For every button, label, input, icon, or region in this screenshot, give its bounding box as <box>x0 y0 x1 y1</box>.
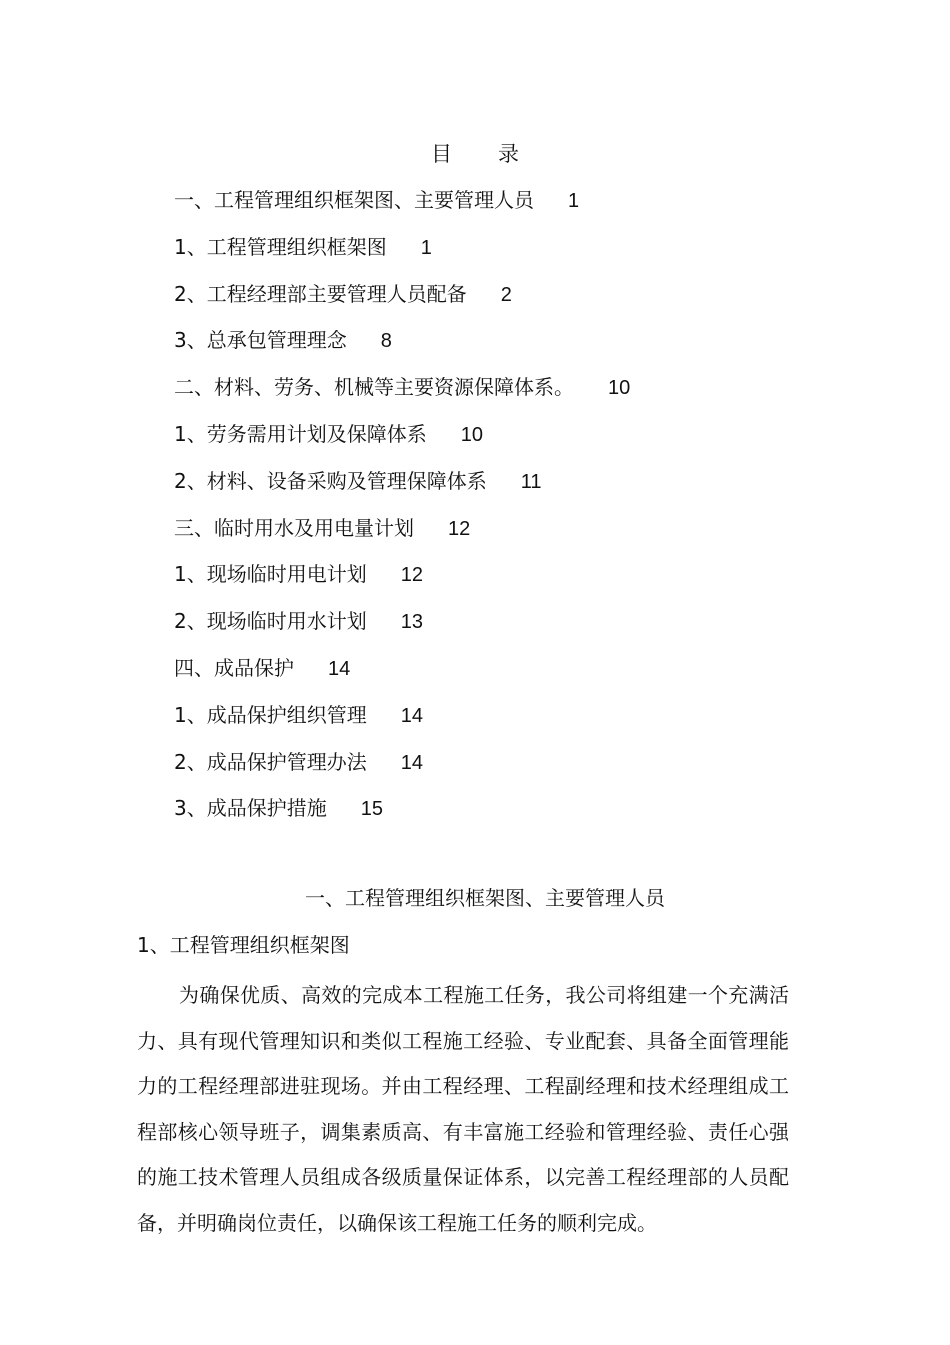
toc-entry[interactable] <box>174 607 630 654</box>
toc-entry-page: 15 <box>360 798 383 821</box>
toc-entry-page: 8 <box>380 330 392 353</box>
toc-entry[interactable] <box>174 748 630 795</box>
toc-entry-text: 四、成品保护 <box>174 655 294 680</box>
body-paragraph: 为确保优质、高效的完成本工程施工任务，我公司将组建一个充满活力、具有现代管理知识和类似工程施工经验、专业配套、具备全面管理能力的工程经理部进驻现场。并由工程经理、工程副经理和技术经理组成工程部核心领导班子，调集素质高、有丰富施工经验和管理经验、责任心强的施工技术管理人员组成各级质量保证体系，以完善工程经理部的人员配备，并明确岗位责任，以确保该工程施工任务的顺利完成。 <box>137 983 789 1235</box>
toc-entry-text: 2、成品保护管理办法 <box>174 749 367 774</box>
section-title: 一、工程管理组织框架图、主要管理人员 <box>305 886 665 910</box>
toc-entry-page: 14 <box>400 751 423 774</box>
toc-entry[interactable] <box>174 560 630 607</box>
toc-entry-text: 1、成品保护组织管理 <box>174 702 367 727</box>
toc-entry-page: 14 <box>328 657 351 680</box>
toc-entry-page: 11 <box>520 470 542 493</box>
toc-entry-text: 1、劳务需用计划及保障体系 <box>174 421 427 446</box>
toc-entry-page: 12 <box>448 517 471 540</box>
toc-entry-page: 14 <box>400 704 423 727</box>
toc-entry[interactable] <box>174 654 630 701</box>
toc-entry-page: 1 <box>568 190 580 212</box>
toc-entry-page: 12 <box>400 564 423 587</box>
toc-entry-page: 13 <box>400 611 423 634</box>
toc-entry-page: 1 <box>420 236 432 259</box>
toc-entry[interactable] <box>174 420 630 467</box>
toc-list <box>174 186 630 841</box>
toc-entry-text: 一、工程管理组织框架图、主要管理人员 <box>174 188 534 212</box>
toc-entry-text: 2、材料、设备采购及管理保障体系 <box>174 468 487 493</box>
toc-entry-page: 10 <box>608 377 631 400</box>
toc-entry-text: 三、临时用水及用电量计划 <box>174 515 414 540</box>
toc-entry[interactable] <box>174 186 630 233</box>
toc-entry-text: 3、成品保护措施 <box>174 796 327 821</box>
toc-entry[interactable] <box>174 514 630 561</box>
toc-entry[interactable] <box>174 280 630 327</box>
toc-entry[interactable] <box>174 233 630 280</box>
section-subtitle: 1、工程管理组织框架图 <box>137 933 350 957</box>
toc-entry-text: 1、工程管理组织框架图 <box>174 234 387 259</box>
toc-entry[interactable] <box>174 701 630 748</box>
toc-entry-text: 3、总承包管理理念 <box>174 328 347 353</box>
toc-entry-page: 2 <box>500 283 512 306</box>
toc-title: 目录 <box>431 142 565 166</box>
toc-entry[interactable] <box>174 373 630 420</box>
toc-entry[interactable] <box>174 467 630 514</box>
toc-entry-text: 2、工程经理部主要管理人员配备 <box>174 281 467 306</box>
toc-entry[interactable] <box>174 326 630 373</box>
toc-entry-page: 10 <box>460 423 483 446</box>
toc-entry-text: 二、材料、劳务、机械等主要资源保障体系。 <box>174 375 574 400</box>
toc-entry[interactable] <box>174 794 630 841</box>
toc-entry-text: 2、现场临时用水计划 <box>174 609 367 634</box>
toc-entry-text: 1、现场临时用电计划 <box>174 562 367 587</box>
